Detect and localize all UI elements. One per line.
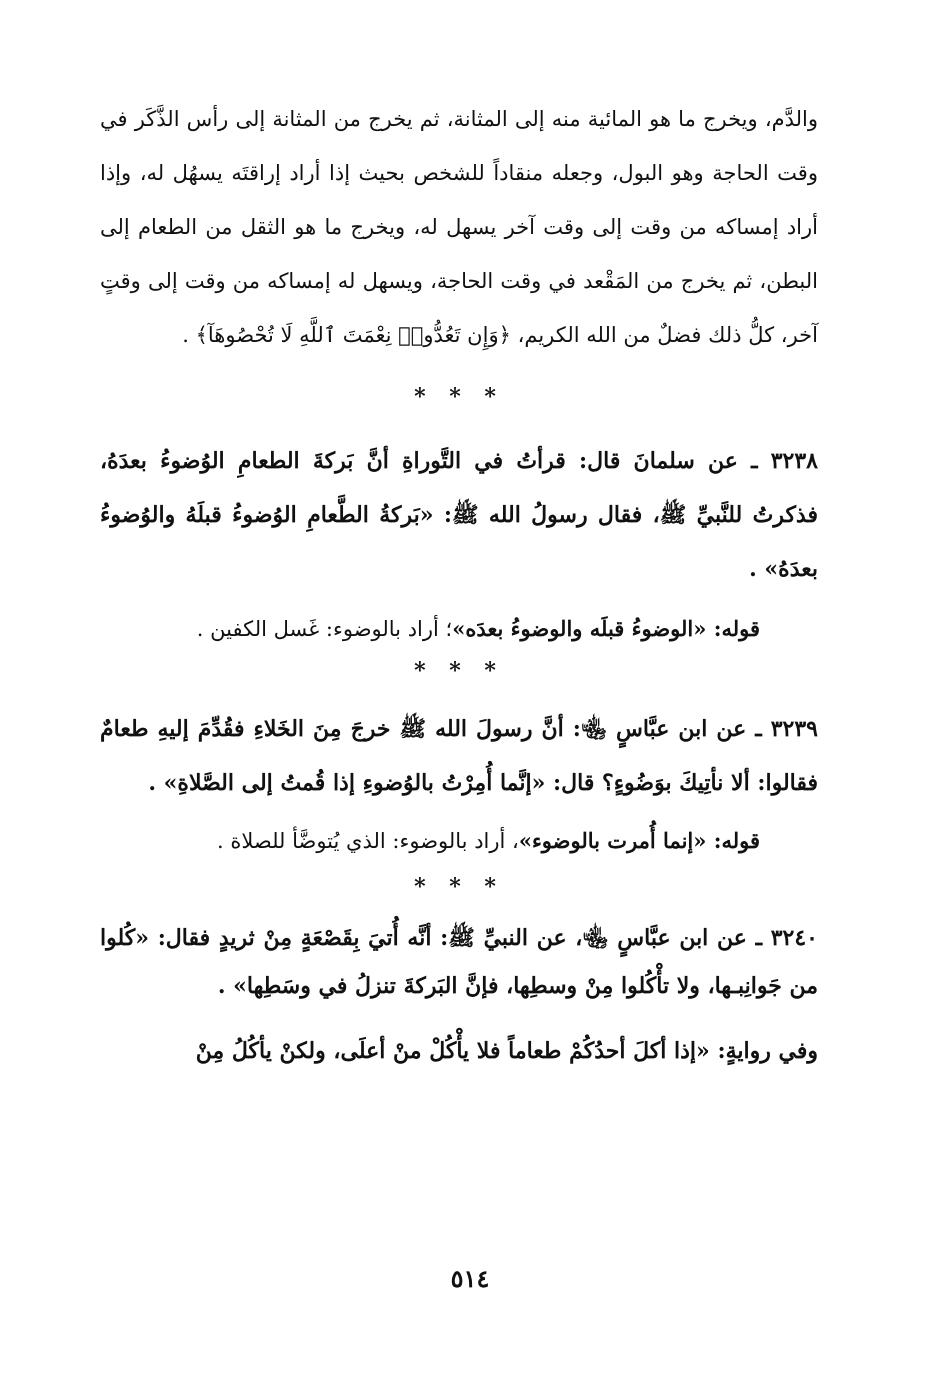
page-body: [100, 92, 818, 1078]
commentary-3239-quote: قوله: «إنما أُمرت بالوضوء»: [518, 828, 760, 853]
page-number: ٥١٤: [450, 1264, 490, 1293]
commentary-3238-quote: قوله: «الوضوءُ قبلَه والوضوءُ بعدَه»: [452, 616, 760, 641]
section-separator: * * *: [414, 384, 504, 410]
hadith-3239: ٣٢٣٩ ـ عن ابن عبَّاسٍ ﵄: أنَّ رسولَ الله ﷺ خرجَ مِنَ الخَلاءِ فقُدِّمَ إليهِ طعامٌ فقالوا: ألا نأتِيكَ بوَضُوءٍ؟ قال: «إنَّما أُمِرْتُ بالوُضوءِ إذا قُمتُ إلى الصَّلاةِ» .: [100, 716, 818, 796]
commentary-3239: [100, 816, 818, 866]
commentary-3238: [100, 604, 818, 654]
section-separator: * * *: [414, 658, 504, 684]
hadith-3240: ٣٢٤٠ ـ عن ابن عبَّاسٍ ﵄، عن النبيِّ ﷺ: أنَّه أُتيَ بِقَصْعَةٍ مِنْ ثريدٍ فقال: «كُلوا من جَوانِبـها، ولا تأْكُلوا مِنْ وسطِها، فإنَّ البَركةَ تنزلُ في وسَطِها» .: [100, 925, 818, 999]
section-separator: * * *: [414, 874, 504, 900]
commentary-3239-explanation: ، أراد بالوضوء: الذي يُتوضَّأ للصلاة .: [216, 829, 519, 853]
opening-paragraph: والدَّم، ويخرج ما هو المائية منه إلى المثانة، ثم يخرج من المثانة إلى رأس الذَّكَر في وقت الحاجة وهو البول، وجعله منقاداً للشخص بحيث إذا أراد إراقتَه يسهُل له، وإذا أراد إمساكه من وقت إلى وقت آخر يسهل له، ويخرج ما هو الثقل من الطعام إلى البطن، ثم يخرج من المَقْعد في وقت الحاجة، ويسهل له إمساكه من وقت إلى وقتٍ آخر، كلُّ ذلك فضلٌ من الله الكريم، ﴿وَإِن تَعُدُّوا۟ نِعْمَتَ ٱللَّهِ لَا تُحْصُوهَآ﴾ .: [100, 107, 818, 347]
hadith-3238: ٣٢٣٨ ـ عن سلمانَ قال: قرأتُ في التَّوراةِ أنَّ بَركةَ الطعامِ الوُضوءُ بعدَهُ، فذكرتُ للنَّبيِّ ﷺ، فقال رسولُ الله ﷺ: «بَركةُ الطَّعامِ الوُضوءُ قبلَهُ والوُضوءُ بعدَهُ» .: [100, 448, 818, 582]
riwaya-line: وفي روايةٍ: «إذا أكلَ أحدُكُمْ طعاماً فلا يأْكُلْ منْ أعلَى، ولكنْ يأكُلُ مِنْ: [195, 1038, 818, 1064]
commentary-3238-explanation: ؛ أراد بالوضوء: غَسل الكفين .: [196, 617, 453, 641]
